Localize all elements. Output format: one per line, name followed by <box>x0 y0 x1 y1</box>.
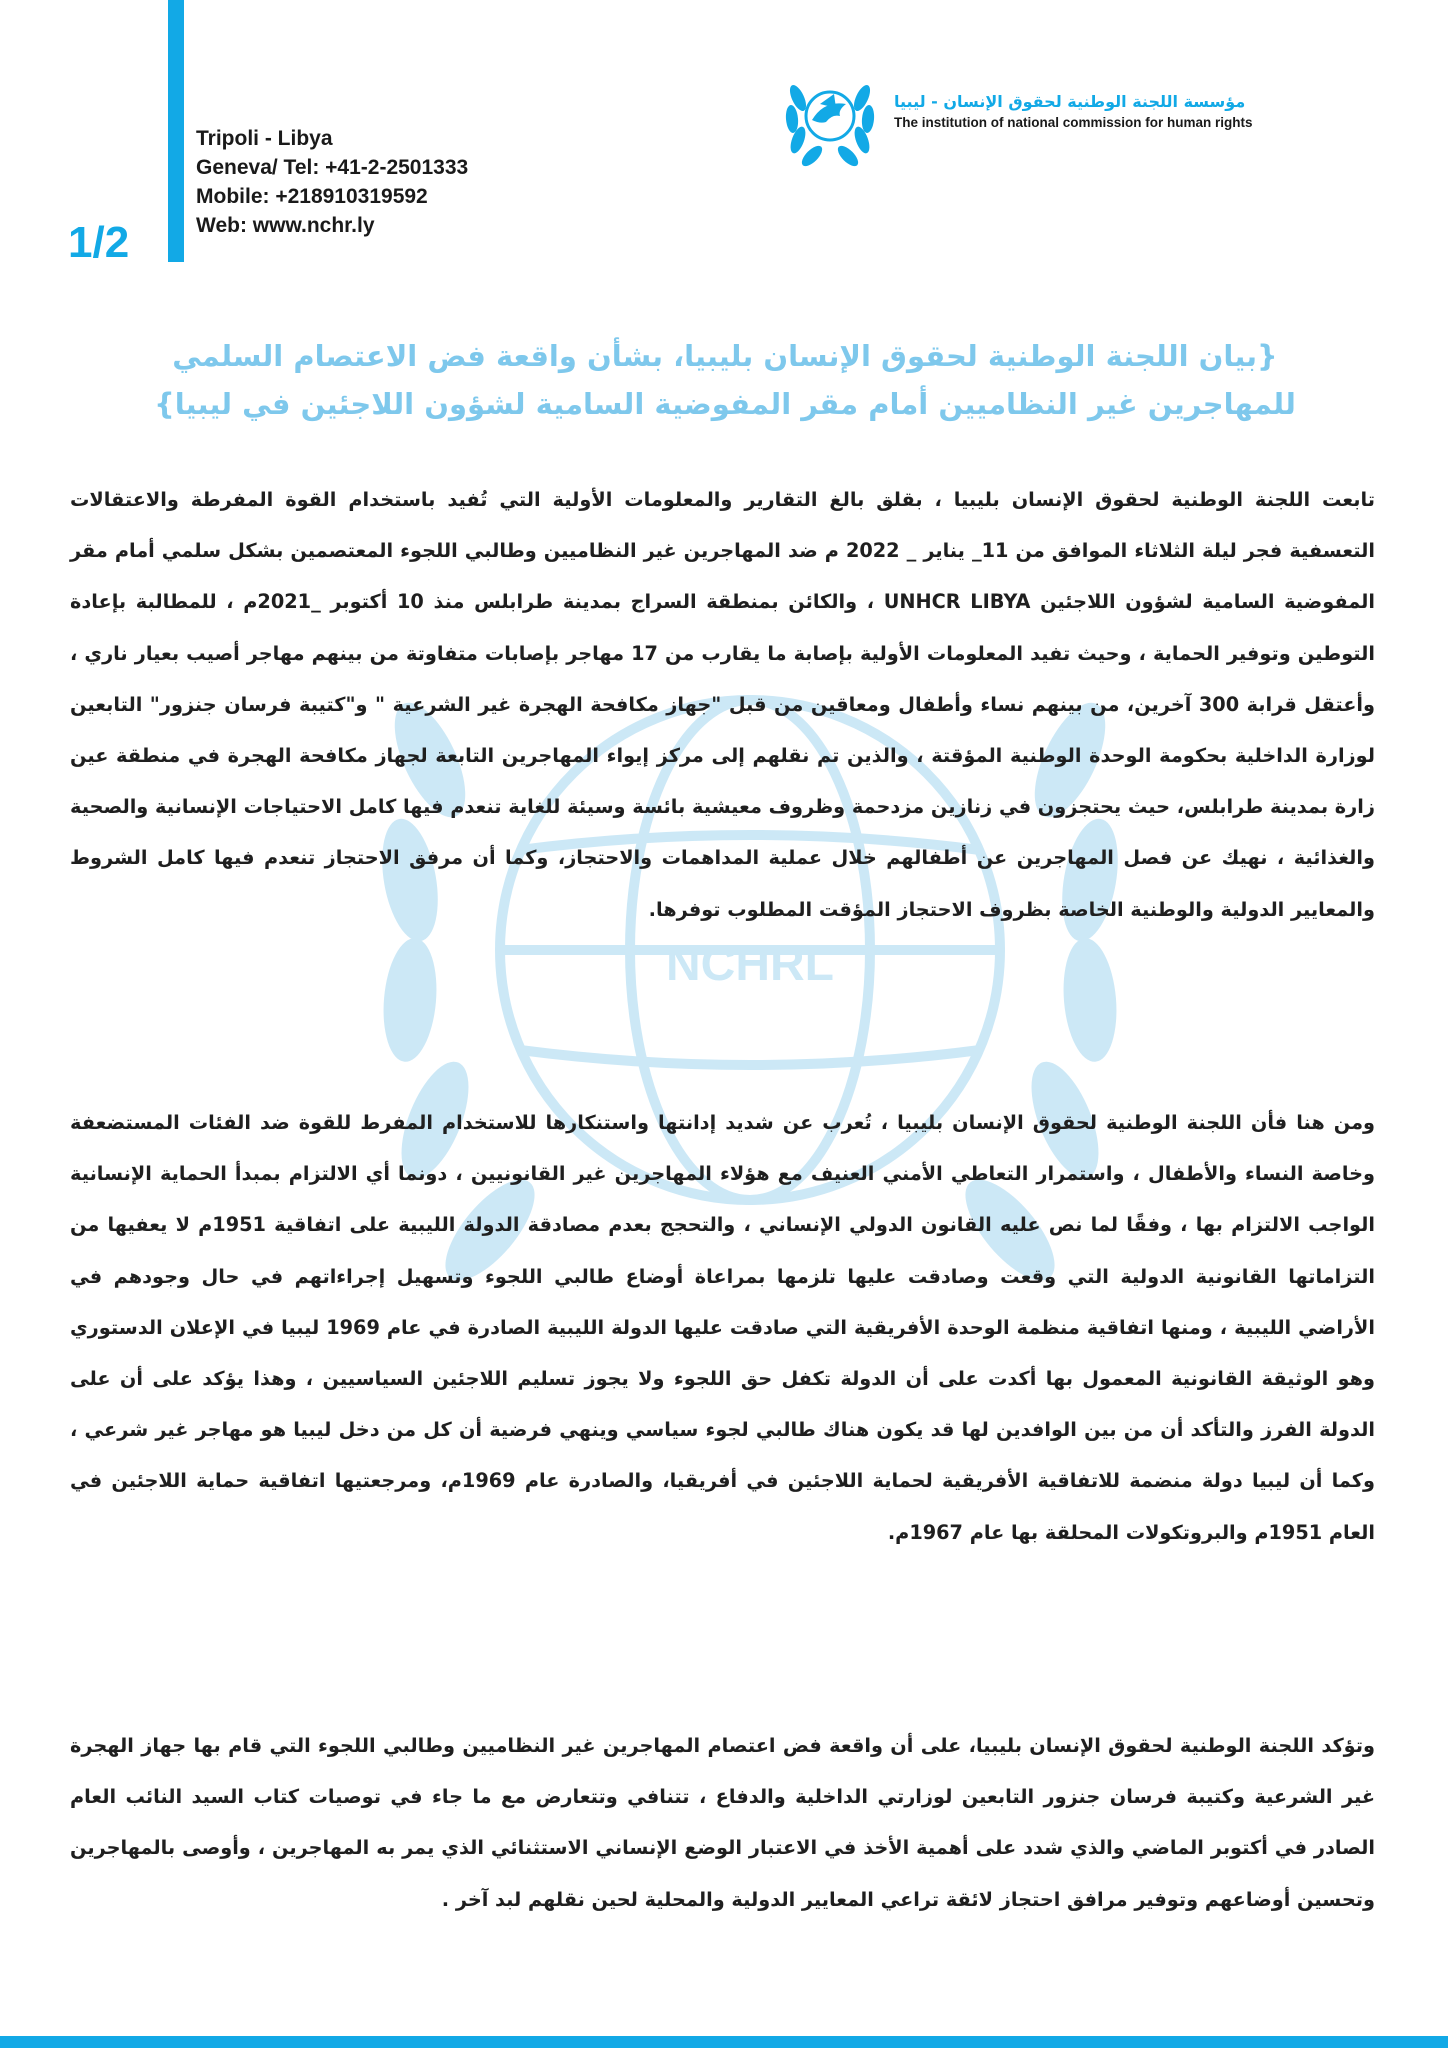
title-line: للمهاجرين غير النظاميين أمام مقر المفوضية السامية لشؤون اللاجئين في ليبيا} <box>154 387 1296 421</box>
page-number: 1/2 <box>68 218 130 267</box>
logo-english-name: The institution of national commission for human rights <box>894 115 1253 130</box>
accent-bottom-bar <box>0 2036 1448 2048</box>
paragraph-3: وتؤكد اللجنة الوطنية لحقوق الإنسان بليبيا، على أن واقعة فض اعتصام المهاجرين غير النظاميين وطالبي اللجوء التي قام بها جهاز الهجرة غير الشرعية وكتيبة فرسان جنزور التابعين لوزارتي الداخلية والدفاع ، تتنافي وتتعارض مع ما جاء في توصيات كتاب السيد النائب العام الصادر في أكتوبر الماضي والذي شدد على أهمية الأخذ في الاعتبار الوضع الإنساني الاستثنائي الذي يمر به المهاجرين ، وأوصى بالمهاجرين وتحسين أوضاعهم وتوفير مرافق احتجاز لائقة تراعي المعايير الدولية والمحلية لحين نقلهم لبد آخر . <box>70 1734 1375 1911</box>
statement-title <box>80 332 1370 428</box>
contact-line-web: Web: www.nchr.ly <box>196 214 375 237</box>
paragraph-1: تابعت اللجنة الوطنية لحقوق الإنسان بليبيا ، بقلق بالغ التقارير والمعلومات الأولية التي تُفيد باستخدام القوة المفرطة والاعتقالات التعسفية فجر ليلة الثلاثاء الموافق من 11_ يناير _ 2022 م ضد المهاجرين غير النظاميين وطالبي اللجوء المعتصمين بشكل سلمي أمام مقر المفوضية السامية لشؤون اللاجئين UNHCR LIBYA ، والكائن بمنطقة السراج بمدينة طرابلس منذ 10 أكتوبر _2021م ، للمطالبة بإعادة التوطين وتوفير الحماية ، وحيث تفيد المعلومات الأولية بإصابة ما يقارب من 17 مهاجر بإصابات متفاوتة من بينهم مهاجر أصيب بعيار ناري ، وأعتقل قرابة 300 آخرين، من بينهم نساء وأطفال ومعاقين من قبل "جهاز مكافحة الهجرة غير الشرعية " و"كتيبة فرسان جنزور" التابعين لوزارة الداخلية بحكومة الوحدة الوطنية المؤقتة ، والذين تم نقلهم إلى مركز إيواء المهاجرين التابعة لجهاز مكافحة الهجرة في منطقة عين زارة بمدينة طرابلس، حيث يحتجزون في زنازين مزدحمة وظروف معيشية بائسة وسيئة للغاية تنعدم فيها كامل الاحتياجات الإنسانية والصحية والغذائية ، نهيك عن فصل المهاجرين عن أطفالهم خلال عملية المداهمات والاحتجاز، وكما أن مرفق الاحتجاز تنعدم فيها كامل الشروط والمعايير الدولية والوطنية الخاصة بظروف الاحتجاز المؤقت المطلوب توفرها. <box>70 488 1376 921</box>
contact-block <box>196 124 468 240</box>
accent-vertical-bar <box>168 0 184 262</box>
contact-line-location: Tripoli - Libya <box>196 127 333 150</box>
logo-emblem-icon <box>776 64 884 172</box>
paragraph-2: ومن هنا فأن اللجنة الوطنية لحقوق الإنسان بليبيا ، تُعرب عن شديد إدانتها واستنكارها للاستخدام المفرط للقوة ضد الفئات المستضعفة وخاصة النساء والأطفال ، واستمرار التعاطي الأمني العنيف مع هؤلاء المهاجرين غير القانونيين ، دونما أي الالتزام بمبدأ الحماية الإنسانية الواجب الالتزام بها ، وفقًا لما نص عليه القانون الدولي الإنساني ، والتحجج بعدم مصادقة الدولة الليبية على اتفاقية 1951م لا يعفيها من التزاماتها القانونية الدولية التي وقعت وصادقت عليها تلزمها بمراعاة أوضاع طالبي اللجوء وتسهيل إجراءاتهم في حال وجودهم في الأراضي الليبية ، ومنها اتفاقية منظمة الوحدة الأفريقية التي صادقت عليها الدولة الليبية الصادرة في عام 1969 ليبيا في الإعلان الدستوري وهو الوثيقة القانونية المعمول بها أكدت على أن الدولة تكفل حق اللجوء ولا يجوز تسليم اللاجئين السياسيين ، وهذا يؤكد على أن على الدولة الفرز والتأكد أن من بين الوافدين لها قد يكون هناك طالبي لجوء سياسي وينهي فرضية أن كل من دخل ليبيا هو مهاجر غير شرعي ، وكما أن ليبيا دولة منضمة للاتفاقية الأفريقية لحماية اللاجئين في أفريقيا، والصادرة عام 1969م، ومرجعتيها اتفاقية حماية اللاجئين في العام 1951م والبروتكولات المحلقة بها عام 1967م. <box>70 1111 1376 1544</box>
logo-arabic-name: مؤسسة اللجنة الوطنية لحقوق الإنسان - ليبيا <box>894 92 1246 111</box>
logo-text <box>894 92 1314 130</box>
watermark-text: NCHRL <box>666 938 834 991</box>
contact-line-mobile: Mobile: +218910319592 <box>196 185 428 208</box>
title-line: {بيان اللجنة الوطنية لحقوق الإنسان بليبيا، بشأن واقعة فض الاعتصام السلمي <box>172 339 1278 373</box>
contact-line-phone: Geneva/ Tel: +41-2-2501333 <box>196 156 469 179</box>
